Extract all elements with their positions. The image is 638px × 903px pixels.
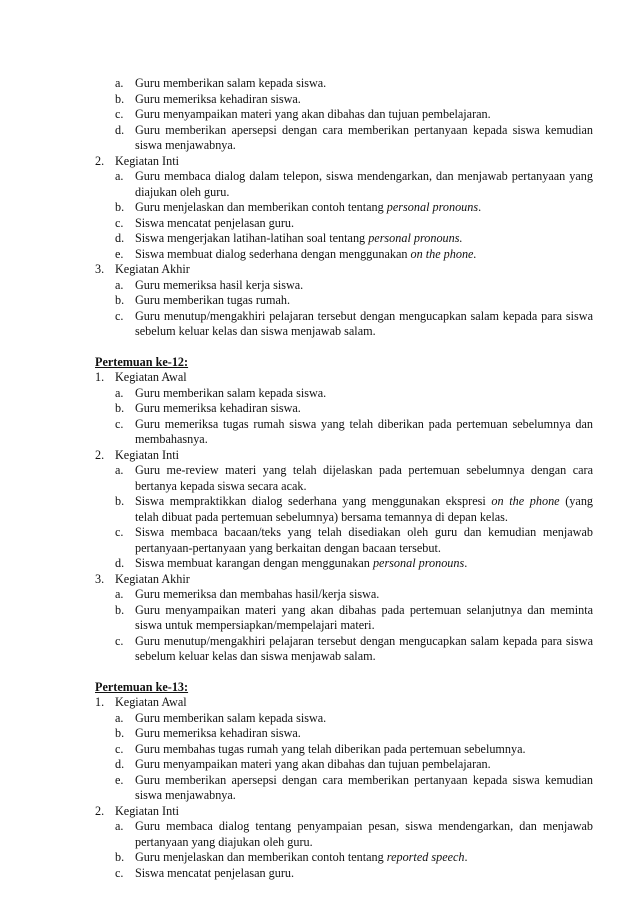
- list-item: b. Guru memeriksa kehadiran siswa.: [115, 401, 301, 415]
- list-item: a. Guru memberikan salam kepada siswa.: [115, 710, 327, 725]
- section-item: 1. Kegiatan Awal: [95, 370, 187, 384]
- list-item: b. Guru memeriksa kehadiran siswa.: [115, 726, 301, 740]
- section-item: 2. Kegiatan Inti: [95, 153, 179, 168]
- list-item: e. Siswa membuat dialog sederhana dengan menggunakan on the phone.: [115, 246, 477, 261]
- list-item: c. Siswa membaca bacaan/teks yang telah disediakan oleh guru dan kemudian menjawab pertanyaan-pertanyaan yang berkaitan dengan bacaan tersebut.: [115, 525, 593, 555]
- list-item: d. Guru memberikan apersepsi dengan cara memberikan pertanyaan kepada siswa kemudian siswa menjawabnya.: [115, 122, 593, 152]
- list-item: b. Guru menyampaikan materi yang akan dibahas pada pertemuan selanjutnya dan meminta siswa untuk mempersiapkan/mempelajari materi.: [115, 602, 593, 632]
- list-item: a. Guru membaca dialog dalam telepon, siswa mendengarkan, dan menjawab pertanyaan yang diajukan oleh guru.: [115, 169, 593, 199]
- list-item: b. Guru menjelaskan dan memberikan contoh tentang reported speech.: [115, 850, 468, 864]
- list-item: b. Guru menjelaskan dan memberikan contoh tentang personal pronouns.: [115, 200, 482, 214]
- list-item: c. Siswa mencatat penjelasan guru.: [115, 215, 295, 230]
- list-item: b. Guru memeriksa kehadiran siswa.: [115, 91, 301, 106]
- list-item: a. Guru memberikan salam kepada siswa.: [115, 76, 327, 90]
- list-item: a. Guru memeriksa dan membahas hasil/kerja siswa.: [115, 587, 380, 601]
- list-item: e. Guru memberikan apersepsi dengan cara memberikan pertanyaan kepada siswa kemudian siswa menjawabnya.: [115, 772, 593, 802]
- document-body: [95, 76, 593, 881]
- list-item: c. Guru menutup/mengakhiri pelajaran tersebut dengan mengucapkan salam kepada para siswa sebelum keluar kelas dan siswa menjawab salam.: [115, 633, 593, 663]
- list-item: a. Guru memeriksa hasil kerja siswa.: [115, 277, 304, 292]
- meeting-heading: Pertemuan ke-12:: [95, 354, 189, 369]
- list-item: c. Guru memeriksa tugas rumah siswa yang telah diberikan pada pertemuan sebelumnya dan membahasnya.: [115, 416, 593, 446]
- section-item: 2. Kegiatan Inti: [95, 447, 179, 462]
- section-item: 2. Kegiatan Inti: [95, 803, 179, 818]
- list-item: a. Guru me-review materi yang telah dijelaskan pada pertemuan sebelumnya dengan cara bertanya kepada siswa secara acak.: [115, 463, 593, 493]
- list-item: d. Siswa mengerjakan latihan-latihan soal tentang personal pronouns.: [115, 231, 463, 245]
- section-item: 3. Kegiatan Akhir: [95, 262, 190, 276]
- list-item: c. Guru membahas tugas rumah yang telah diberikan pada pertemuan sebelumnya.: [115, 741, 526, 756]
- list-item: b. Siswa mempraktikkan dialog sederhana yang menggunakan ekspresi on the phone (yang telah dibuat pada pertemuan sebelumnya) bersama temannya di depan kelas.: [115, 494, 594, 524]
- list-item: d. Siswa membuat karangan dengan menggunakan personal pronouns.: [115, 556, 468, 570]
- section-item: 1. Kegiatan Awal: [95, 695, 187, 709]
- list-item: c. Guru menyampaikan materi yang akan dibahas dan tujuan pembelajaran.: [115, 107, 491, 121]
- list-item: b. Guru memberikan tugas rumah.: [115, 293, 291, 307]
- list-item: d. Guru menyampaikan materi yang akan dibahas dan tujuan pembelajaran.: [115, 757, 491, 771]
- list-item: a. Guru memberikan salam kepada siswa.: [115, 385, 327, 400]
- list-item: c. Siswa mencatat penjelasan guru.: [115, 865, 295, 880]
- list-item: a. Guru membaca dialog tentang penyampaian pesan, siswa mendengarkan, dan menjawab pertanyaan yang diajukan oleh guru.: [115, 819, 593, 849]
- list-item: c. Guru menutup/mengakhiri pelajaran tersebut dengan mengucapkan salam kepada para siswa sebelum keluar kelas dan siswa menjawab salam.: [115, 308, 593, 338]
- meeting-heading: Pertemuan ke-13:: [95, 679, 189, 694]
- section-item: 3. Kegiatan Akhir: [95, 571, 190, 586]
